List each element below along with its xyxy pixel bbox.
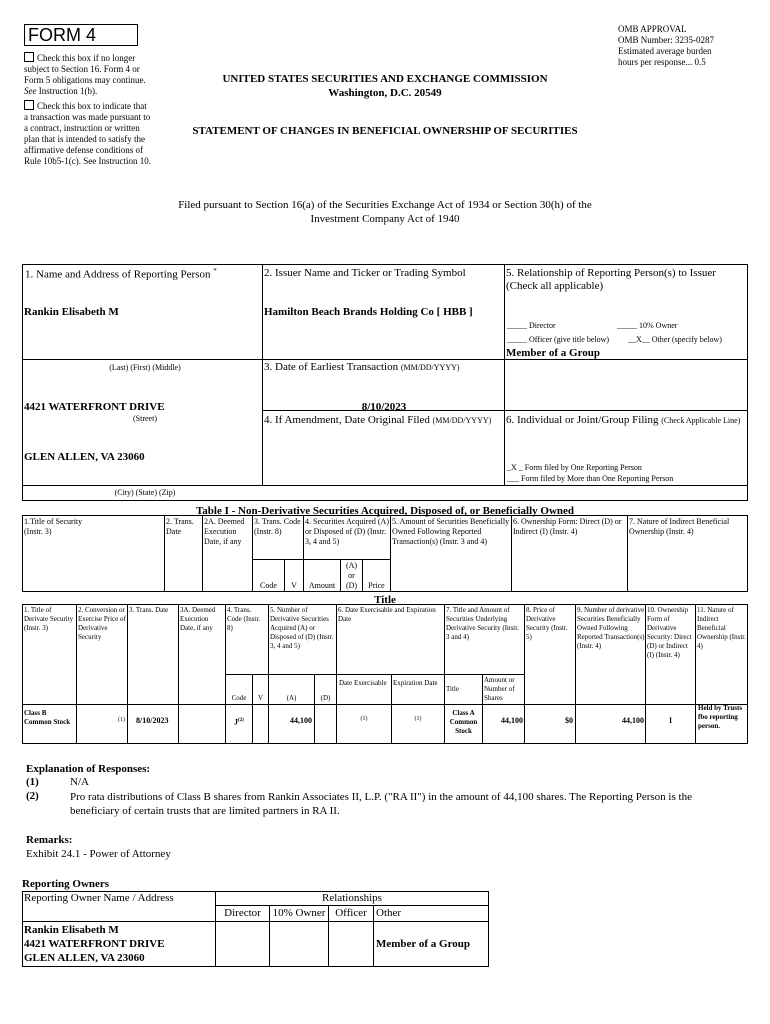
explanation-text2: Pro rata distributions of Class B shares from Rankin Associates II, L.P. ("RA II") in the amount of 44,100 shares. The Reporting Person is the beneficiary of certain trusts that are limited partners in RA II. <box>70 791 692 817</box>
reporting-street: 4421 WATERFRONT DRIVE <box>24 401 165 413</box>
t2-row-owned: 44,100 <box>622 716 644 725</box>
t2-row-nature: Held by Trusts fbo reporting person. <box>698 704 743 730</box>
t2-row-code-value: J <box>234 717 238 727</box>
t1-code: Code <box>260 581 277 590</box>
t1-h1: 1.Title of Security (Instr. 3) <box>24 517 83 536</box>
t2-h2: 2. Conversion or Exercise Price of Derivative Security <box>78 606 126 641</box>
statement-title: STATEMENT OF CHANGES IN BENEFICIAL OWNERSHIP OF SECURITIES <box>192 125 578 137</box>
t2-amt-shares: Amount or Number of Shares <box>484 676 515 702</box>
relationship-director: _____ Director <box>507 321 556 330</box>
check1-see: See <box>24 86 37 96</box>
t2-row-date: 8/10/2023 <box>136 716 169 725</box>
owners-col-other: Other <box>376 907 402 919</box>
t1-h3: 3. Trans. Code (Instr. 8) <box>254 517 301 536</box>
table1-title: Table I - Non-Derivative Securities Acquired, Disposed of, or Beneficially Owned <box>195 505 575 517</box>
filing-option-one: _X _ Form filed by One Reporting Person <box>507 463 642 472</box>
owner-street: 4421 WATERFRONT DRIVE <box>24 938 165 950</box>
t2-h8: 8. Price of Derivative Security (Instr. 5) <box>526 606 568 641</box>
box3-format: (MM/DD/YYYY) <box>400 363 460 372</box>
t2-row-date-ex: (1) <box>360 716 368 722</box>
t2-code: Code <box>231 694 247 702</box>
t2-v: V <box>257 694 264 702</box>
t2-h1: 1. Title of Derivate Security (Instr. 3) <box>24 606 74 632</box>
box4-label-text: 4. If Amendment, Date Original Filed <box>264 414 430 426</box>
grid-divider-2 <box>504 264 505 485</box>
box3-label-text: 3. Date of Earliest Transaction <box>264 361 399 373</box>
t1-h5: 5. Amount of Securities Beneficially Owned Following Reported Transaction(s) (Instr. 3 and 4) <box>392 517 510 546</box>
t1-h4: 4. Securities Acquired (A) or Disposed of (D) (Instr. 3, 4 and 5) <box>305 517 389 546</box>
checkbox-rule10b5[interactable] <box>24 100 34 110</box>
form-title: FORM 4 <box>24 24 138 46</box>
t1-h6: 6. Ownership Form: Direct (D) or Indirect (I) (Instr. 4) <box>513 517 622 536</box>
box6-format: (Check Applicable Line) <box>661 416 741 425</box>
box6-label-text: 6. Individual or Joint/Group Filing <box>506 414 659 426</box>
t2-h4: 4. Trans. Code (Instr. 8) <box>227 606 261 632</box>
box1-mark: * <box>213 267 217 275</box>
relationship-officer: _____ Officer (give title below) <box>507 335 610 344</box>
box3-label <box>264 361 502 374</box>
owners-title: Reporting Owners <box>22 878 110 890</box>
omb-line2: OMB Number: 3235-0287 <box>618 35 714 45</box>
owners-col-ten-pct: 10% Owner <box>272 907 326 919</box>
agency-name: UNITED STATES SECURITIES AND EXCHANGE COMMISSION <box>222 73 548 85</box>
t2-date-ex: Date Exercisable <box>339 679 387 687</box>
box2-label: 2. Issuer Name and Ticker or Trading Symbol <box>264 267 466 279</box>
grid-divider-1 <box>262 264 263 485</box>
omb-line4: hours per response... 0.5 <box>618 57 706 67</box>
omb-approval <box>618 24 768 68</box>
omb-line1: OMB APPROVAL <box>618 24 687 34</box>
owners-col-rel: Relationships <box>322 892 382 904</box>
relationship-ten-pct: _____ 10% Owner <box>617 321 678 330</box>
name-caption: (Last) (First) (Middle) <box>109 363 181 372</box>
city-caption: (City) (State) (Zip) <box>114 488 176 497</box>
t2-h5: 5. Number of Derivative Securities Acquired (A) or Disposed of (D) (Instr. 3, 4 and 5) <box>270 606 334 650</box>
explanation-n2: (2) <box>26 790 39 802</box>
box1-label-text: 1. Name and Address of Reporting Person <box>25 268 211 281</box>
box4-format: (MM/DD/YYYY) <box>432 416 492 425</box>
check1-text: Check this box if no longer subject to Section 16. Form 4 or Form 5 obligations may continue. <box>24 53 146 85</box>
t2-row-code <box>234 716 244 728</box>
owners-col-director: Director <box>224 907 261 919</box>
t1-v: V <box>291 581 297 590</box>
box4-label <box>264 414 504 427</box>
filed-pursuant-line1: Filed pursuant to Section 16(a) of the Securities Exchange Act of 1934 or Section 30(h) of the <box>178 199 592 211</box>
explanation-text1: N/A <box>70 776 89 788</box>
t2-h7: 7. Title and Amount of Securities Underlying Derivative Security (Instr. 3 and 4) <box>446 606 519 641</box>
t2-row-amount-a: 44,100 <box>290 716 312 725</box>
t1-h7: 7. Nature of Indirect Beneficial Ownership (Instr. 4) <box>629 517 730 536</box>
t2-a: (A) <box>286 694 297 702</box>
t2-row-security: Class B Common Stock <box>24 709 71 726</box>
box1-label <box>25 267 217 282</box>
t2-d: (D) <box>320 694 331 702</box>
t2-h10: 10. Ownership Form of Derivative Security: Direct (D) or Indirect (I) (Instr. 4) <box>647 606 692 659</box>
t1-amount: Amount <box>308 581 336 590</box>
box5-label <box>506 267 746 293</box>
box5-label-text: 5. Relationship of Reporting Person(s) to Issuer <box>506 267 716 279</box>
t2-h11: 11. Nature of Indirect Beneficial Ownership (Instr. 4) <box>697 606 746 650</box>
t2-h6: 6. Date Exercisable and Expiration Date <box>338 606 436 623</box>
omb-line3: Estimated average burden <box>618 46 712 56</box>
t2-row-underlying-amount: 44,100 <box>501 716 523 725</box>
t1-price: Price <box>368 581 385 590</box>
t2-row-title: Class A Common Stock <box>449 709 478 735</box>
earliest-transaction-date: 8/10/2023 <box>361 401 407 413</box>
filed-pursuant-line2: Investment Company Act of 1940 <box>310 213 460 225</box>
reporting-city: GLEN ALLEN, VA 23060 <box>24 451 145 463</box>
t2-row-code-footnote: (2) <box>238 718 244 723</box>
grid-row-line-1 <box>22 359 748 360</box>
t2-row-form: I <box>668 716 673 725</box>
t1-h2: 2. Trans. Date <box>166 517 194 536</box>
explanation-title: Explanation of Responses: <box>26 763 151 775</box>
t2-h9: 9. Number of derivative Securities Beneficially Owned Following Reported Transaction(s) (Instr. 4) <box>577 606 645 650</box>
box6-label <box>506 414 746 427</box>
owners-col-name: Reporting Owner Name / Address <box>24 892 174 904</box>
t2-row-price: $0 <box>565 716 573 725</box>
checkbox-section16[interactable] <box>24 52 34 62</box>
t1-aord: (A) or (D) <box>345 561 358 590</box>
relationship-other: __X__ Other (specify below) <box>628 335 722 344</box>
t2-h3a: 3A. Deemed Execution Date, if any <box>180 606 216 632</box>
remarks-text: Exhibit 24.1 - Power of Attorney <box>26 848 171 860</box>
grid-row-line-3 <box>22 485 748 486</box>
table2-title: Title <box>374 594 396 606</box>
filing-option-more: ___ Form filed by More than One Reporting Person <box>507 474 674 483</box>
t2-row-exp: (1) <box>414 716 422 722</box>
t2-row-conv: (1) <box>118 717 125 723</box>
owner-city: GLEN ALLEN, VA 23060 <box>24 952 145 964</box>
check2-text: Check this box to indicate that a transaction was made pursuant to a contract, instruction or written plan that is intended to satisfy the affirmative defense conditions of Rule 10b5-1(c). See Instruction 10. <box>24 101 151 166</box>
explanation-n1: (1) <box>26 776 39 788</box>
owners-col-officer: Officer <box>335 907 367 919</box>
t2-h3: 3. Trans. Date <box>129 606 169 614</box>
t1-h2a: 2A. Deemed Execution Date, if any <box>204 517 245 546</box>
agency-address: Washington, D.C. 20549 <box>328 87 442 99</box>
remarks-title: Remarks: <box>26 834 73 846</box>
check1-instr: Instruction 1(b). <box>38 86 98 96</box>
check-box-section16 <box>24 52 154 97</box>
relationship-other-text: Member of a Group <box>506 347 600 359</box>
reporting-person-name: Rankin Elisabeth M <box>24 306 119 318</box>
check-box-rule10b5 <box>24 100 152 167</box>
box5-sub: (Check all applicable) <box>506 280 604 292</box>
issuer-name: Hamilton Beach Brands Holding Co [ HBB ] <box>264 306 473 318</box>
owner-other-value: Member of a Group <box>376 938 470 950</box>
t2-exp-date: Expiration Date <box>393 679 438 687</box>
street-caption: (Street) <box>133 414 157 423</box>
t2-title: Title <box>446 685 459 693</box>
owner-name: Rankin Elisabeth M <box>24 924 119 936</box>
